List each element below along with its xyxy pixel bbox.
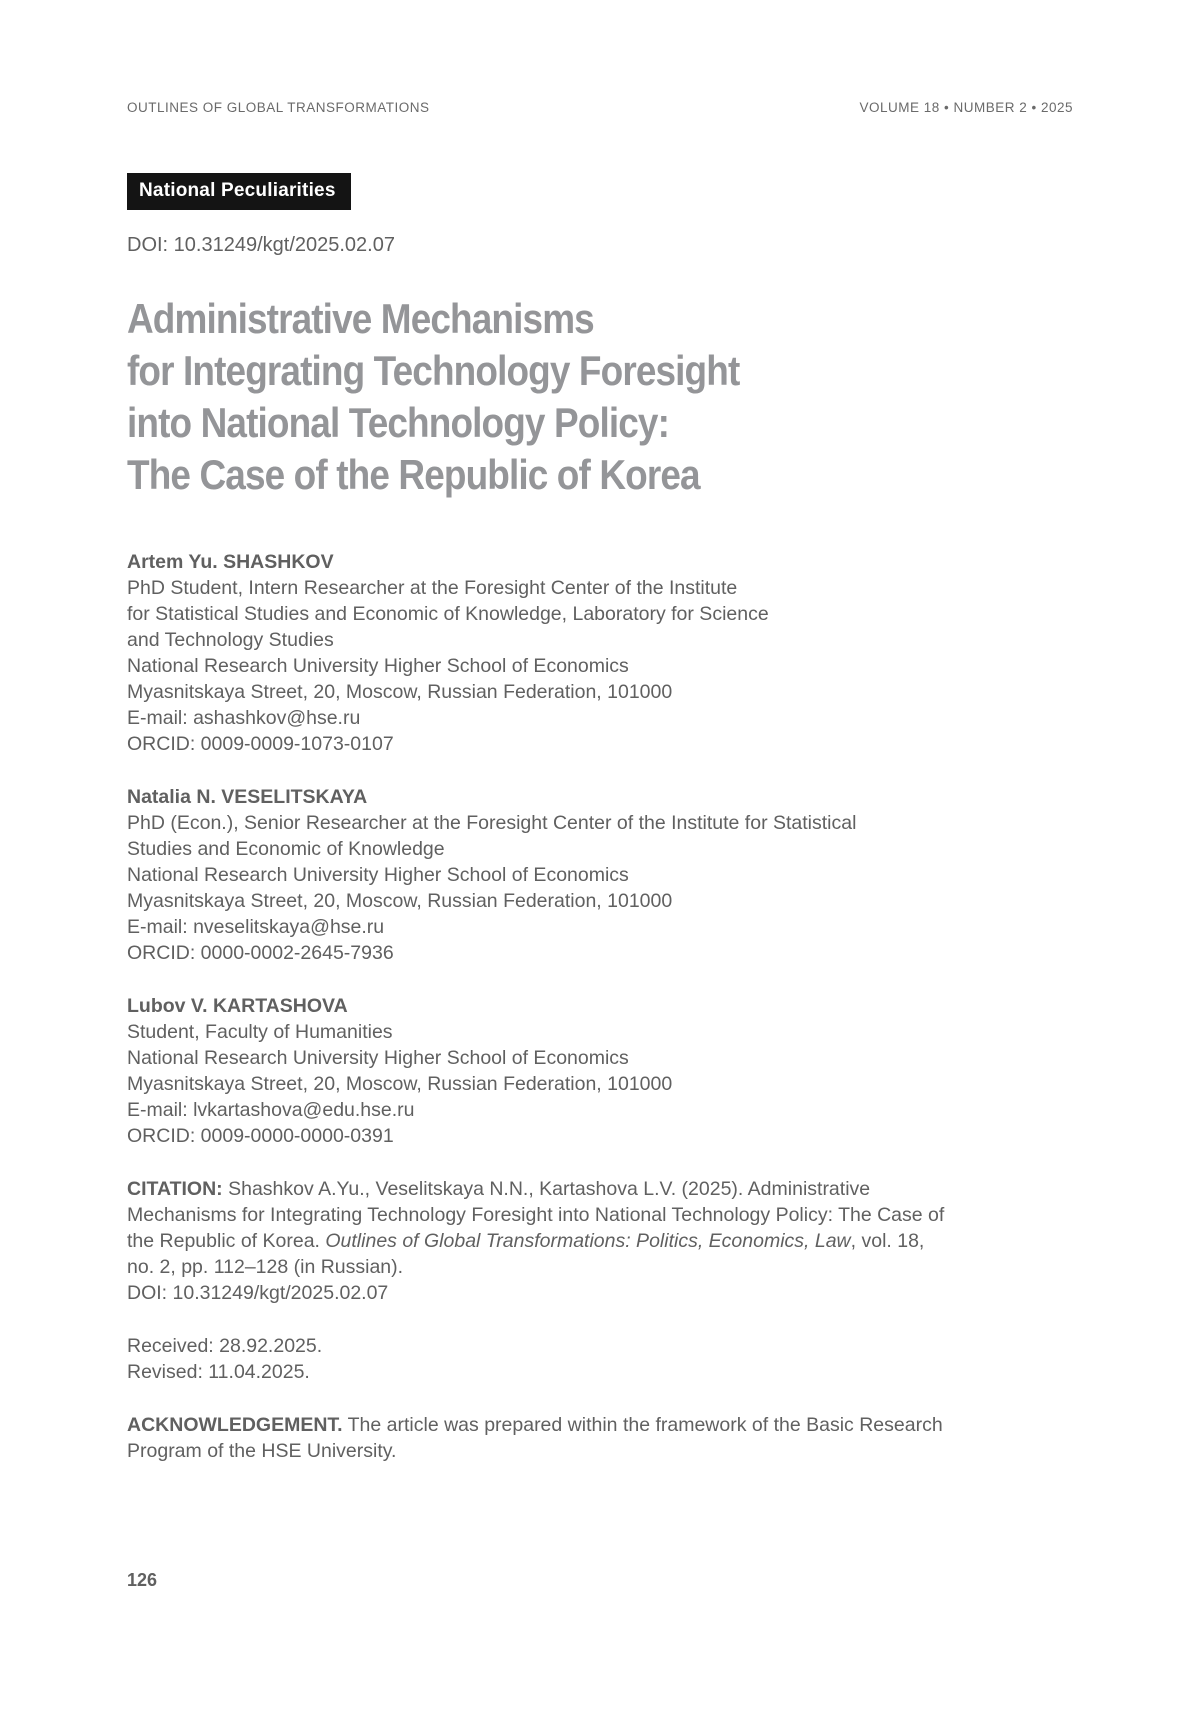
author-details: Student, Faculty of Humanities National Research University Higher School of Economics Myasnitskaya Street, 20, Moscow, Russian Federation, 101000 E-mail: lvkartashova@edu.hse.ru ORCID: 0009-0000-0000-0391 [127,1021,673,1148]
dates-block [127,1333,949,1385]
citation-text: Shashkov A.Yu., Veselitskaya N.N., Kartashova L.V. (2025). Administrative Mechanisms for Integrating Technology Foresight into National Technology Policy: The Case of the Republic of Korea. [127,1178,945,1253]
citation-text-after: , vol. 18, no. 2, pp. 112–128 (in Russian). [127,1230,925,1279]
page-content [127,173,949,1464]
section-badge: National Peculiarities [127,173,351,210]
acknowledgement-text: The article was prepared within the framework of the Basic Research Program of the HSE University. [127,1414,943,1463]
received-date: Received: 28.92.2025. [127,1335,323,1358]
acknowledgement-block [127,1412,949,1464]
issue-info: VOLUME 18 • NUMBER 2 • 2025 [859,100,1073,115]
journal-name: OUTLINES OF GLOBAL TRANSFORMATIONS [127,100,430,115]
revised-date: Revised: 11.04.2025. [127,1361,310,1384]
citation-label: CITATION: [127,1178,223,1201]
author-block [127,784,949,966]
author-name: Natalia N. VESELITSKAYA [127,786,368,809]
citation-journal-italic: Outlines of Global Transformations: Politics, Economics, Law [325,1230,851,1253]
author-details: PhD (Econ.), Senior Researcher at the Foresight Center of the Institute for Statistical Studies and Economic of Knowledge National Research University Higher School of Economics Myasnitskaya Street, 20, Moscow, Russian Federation, 101000 E-mail: nveselitskaya@hse.ru ORCID: 0000-0002-2645-7936 [127,812,857,965]
article-title: Administrative Mechanisms for Integrating Technology Foresight into National Technology Policy: The Case of the Republic of Korea [127,295,740,499]
citation-block [127,1176,949,1306]
author-name: Lubov V. KARTASHOVA [127,995,348,1018]
author-block [127,993,949,1149]
author-details: PhD Student, Intern Researcher at the Foresight Center of the Institute for Statistical Studies and Economic of Knowledge, Laboratory for Science and Technology Studies National Research University Higher School of Economics Myasnitskaya Street, 20, Moscow, Russian Federation, 101000 E-mail: ashashkov@hse.ru ORCID: 0009-0009-1073-0107 [127,577,769,756]
running-head [127,100,1073,115]
page-number: 126 [127,1570,158,1590]
acknowledgement-label: ACKNOWLEDGEMENT. [127,1414,343,1437]
citation-doi: DOI: 10.31249/kgt/2025.02.07 [127,1282,389,1305]
citation-paragraph [127,1176,949,1280]
article-doi: DOI: 10.31249/kgt/2025.02.07 [127,234,395,256]
author-block [127,549,949,757]
acknowledgement-paragraph [127,1412,949,1464]
author-name: Artem Yu. SHASHKOV [127,551,334,574]
